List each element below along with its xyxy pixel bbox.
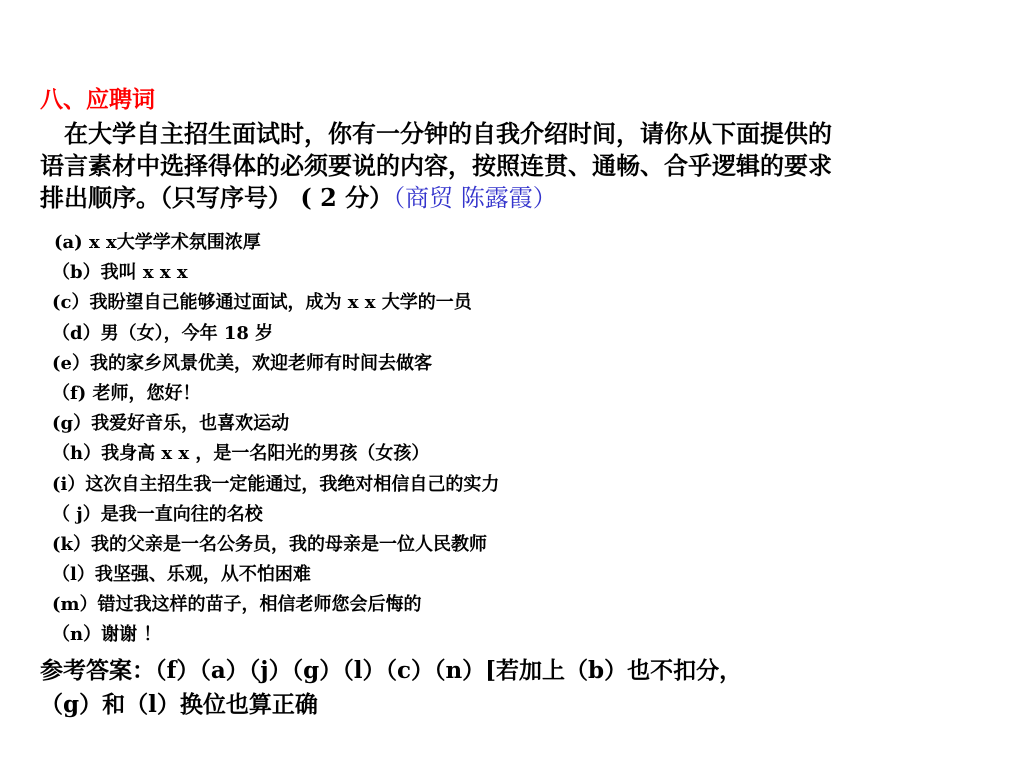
option-item: （f) 老师，您好！ <box>52 382 201 404</box>
option-item: (a) x x大学学术氛围浓厚 <box>54 232 261 253</box>
option-item: (m）错过我这样的苗子，相信老师您会后悔的 <box>52 594 422 616</box>
question-line-text: 排出顺序。（只写序号） ( 2 分） <box>40 183 394 212</box>
question-text <box>40 118 1000 214</box>
answer-line: （g）和（l）换位也算正确 <box>40 691 318 718</box>
option-item: (e）我的家乡风景优美，欢迎老师有时间去做客 <box>52 352 432 374</box>
option-item: （d）男（女），今年 18 岁 <box>52 322 274 344</box>
question-line: 在大学自主招生面试时，你有一分钟的自我介绍时间，请你从下面提供的 <box>64 119 832 148</box>
option-list <box>52 228 952 651</box>
option-item: (k）我的父亲是一名公务员，我的母亲是一位人民教师 <box>52 533 487 555</box>
option-item: (c）我盼望自己能够通过面试，成为 x x 大学的一员 <box>52 292 472 314</box>
option-item: (g）我爱好音乐，也喜欢运动 <box>52 413 290 435</box>
option-item: （l）我坚强、乐观，从不怕困难 <box>52 564 311 586</box>
option-item: （n）谢谢 ！ <box>52 624 162 646</box>
reference-answer <box>40 654 1000 722</box>
option-item: （h）我身高 x x ，是一名阳光的男孩（女孩） <box>52 443 430 465</box>
option-item: （ j）是我一直向往的名校 <box>52 503 263 525</box>
option-item: (i）这次自主招生我一定能通过，我绝对相信自己的实力 <box>52 473 500 495</box>
question-line: 语言素材中选择得体的必须要说的内容，按照连贯、通畅、合乎逻辑的要求 <box>40 151 832 180</box>
answer-line: 参考答案：（f）（a）（j）（g）（l）（c）（n）[若加上（b）也不扣分， <box>40 657 743 684</box>
source-attribution: （商贸 陈露霞） <box>393 184 557 212</box>
question-line <box>40 182 1000 214</box>
section-title: 八、应聘词 <box>40 86 155 113</box>
option-item: （b）我叫 x x x <box>52 262 188 284</box>
